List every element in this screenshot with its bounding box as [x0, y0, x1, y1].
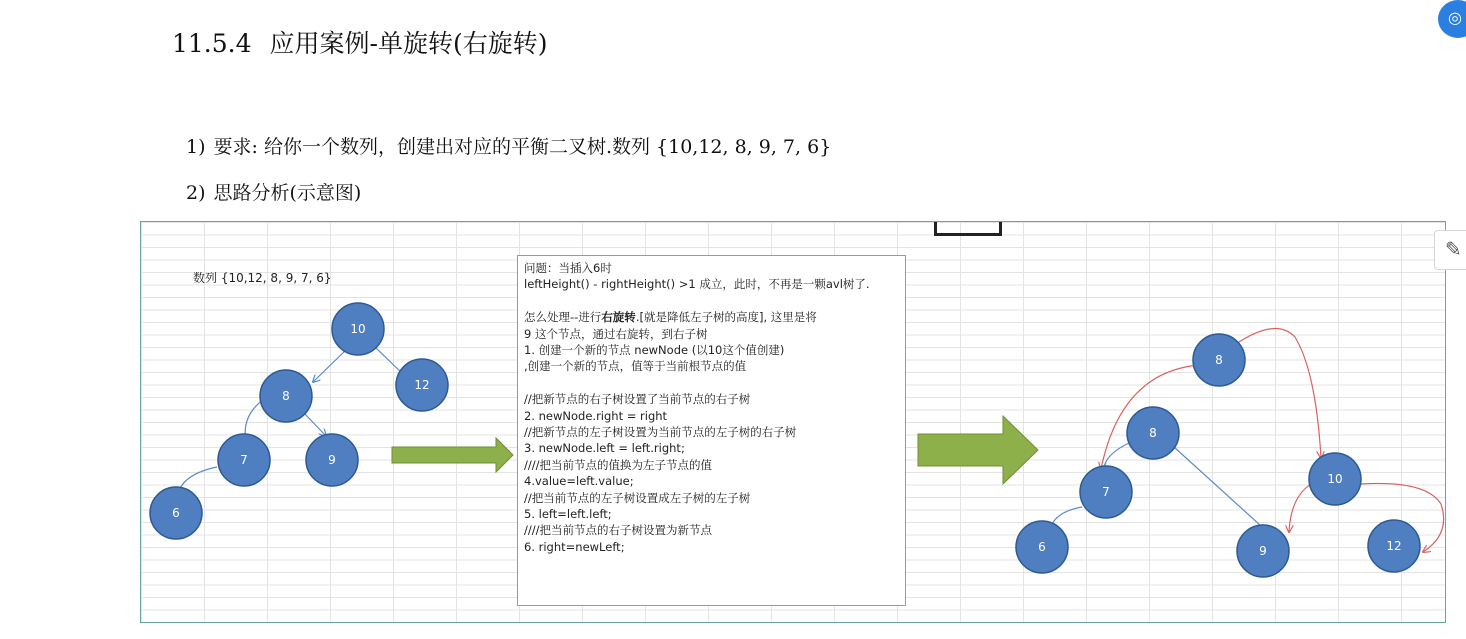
requirement-paragraph — [186, 132, 831, 159]
svg-text:6: 6 — [1038, 540, 1046, 554]
section-number: 11.5.4 — [172, 29, 252, 58]
svg-text:10: 10 — [350, 322, 366, 336]
tree-node — [306, 434, 358, 486]
note-bold-text: 右旋转 — [601, 310, 636, 325]
tree-node — [1193, 334, 1245, 386]
green-arrow-small-icon — [392, 438, 513, 472]
note-line: ////把当前节点的右子树设置为新节点 — [524, 523, 712, 538]
note-line: 9 这个节点，通过右旋转，到右子树 — [524, 326, 708, 341]
tree-node — [1127, 407, 1179, 459]
note-line — [524, 309, 899, 325]
note-line: ////把当前节点的值换为左子节点的值 — [524, 457, 712, 472]
green-arrow-large-icon — [918, 416, 1038, 484]
pencil-icon[interactable]: ✎ — [1434, 230, 1466, 270]
tree-node — [150, 487, 202, 539]
tree-node — [1368, 520, 1420, 572]
paragraph-text: 思路分析(示意图) — [213, 182, 362, 204]
analysis-paragraph — [186, 178, 361, 205]
svg-text:6: 6 — [172, 506, 180, 520]
svg-text:12: 12 — [1386, 539, 1402, 553]
sequence-label: 数列 {10,12, 8, 9, 7, 6} — [193, 271, 332, 285]
edge-red-8-10 — [1236, 328, 1321, 458]
svg-text:12: 12 — [414, 378, 430, 392]
note-line — [524, 375, 899, 391]
note-line: 3. newNode.left = left.right; — [524, 441, 685, 456]
svg-text:8: 8 — [1215, 353, 1223, 367]
note-line: leftHeight() - rightHeight() >1 成立，此时，不再是一颗avl树了. — [524, 277, 870, 292]
paragraph-index: 1) — [186, 136, 206, 158]
note-line: 1. 创建一个新的节点 newNode (以10这个值创建) — [524, 343, 785, 358]
note-line: 6. right=newLeft; — [524, 539, 625, 554]
tree-node — [1237, 525, 1289, 577]
app-badge-icon[interactable]: ◎ — [1438, 0, 1466, 38]
note-line: 2. newNode.right = right — [524, 408, 668, 423]
paragraph-text: 要求: 给你一个数列，创建出对应的平衡二叉树.数列 {10,12, 8, 9, 7, 6} — [213, 136, 832, 158]
edge-blue-8-9 — [1174, 447, 1271, 535]
note-line: 问题：当插入6时 — [524, 261, 612, 275]
note-line — [524, 293, 899, 309]
svg-text:7: 7 — [240, 453, 248, 467]
section-heading — [172, 24, 548, 60]
explanation-note — [517, 255, 906, 606]
tree-node — [396, 359, 448, 411]
note-line: //把当前节点的左子树设置成左子树的左子树 — [524, 490, 751, 505]
svg-text:8: 8 — [282, 389, 290, 403]
tree-node — [332, 303, 384, 355]
note-line: //把新节点的左子树设置为当前节点的左子树的右子树 — [524, 425, 797, 440]
before-tree-nodes — [150, 303, 448, 539]
paragraph-index: 2) — [186, 182, 206, 204]
note-line: ,创建一个新的节点，值等于当前根节点的值 — [524, 359, 747, 374]
note-line: 5. left=left.left; — [524, 507, 612, 522]
note-text: .[就是降低左子树的高度], 这里是将 — [635, 310, 817, 325]
svg-text:8: 8 — [1149, 426, 1157, 440]
edge-10-8 — [313, 348, 348, 382]
svg-text:9: 9 — [1259, 544, 1267, 558]
svg-text:9: 9 — [328, 453, 336, 467]
section-title: 应用案例-单旋转(右旋转) — [269, 29, 548, 58]
after-tree-nodes — [1016, 334, 1420, 577]
tree-node — [1016, 521, 1068, 573]
tree-node — [218, 434, 270, 486]
svg-text:10: 10 — [1327, 472, 1343, 486]
note-line: //把新节点的右子树设置了当前节点的右子树 — [524, 392, 751, 407]
selection-bracket — [934, 222, 1002, 236]
rotation-diagram — [140, 221, 1446, 623]
note-text: 怎么处理--进行 — [524, 310, 602, 325]
tree-node — [1080, 466, 1132, 518]
svg-text:7: 7 — [1102, 485, 1110, 499]
edge-8-9 — [304, 413, 326, 436]
note-line: 4.value=left.value; — [524, 474, 634, 489]
tree-node — [260, 370, 312, 422]
tree-node — [1309, 453, 1361, 505]
